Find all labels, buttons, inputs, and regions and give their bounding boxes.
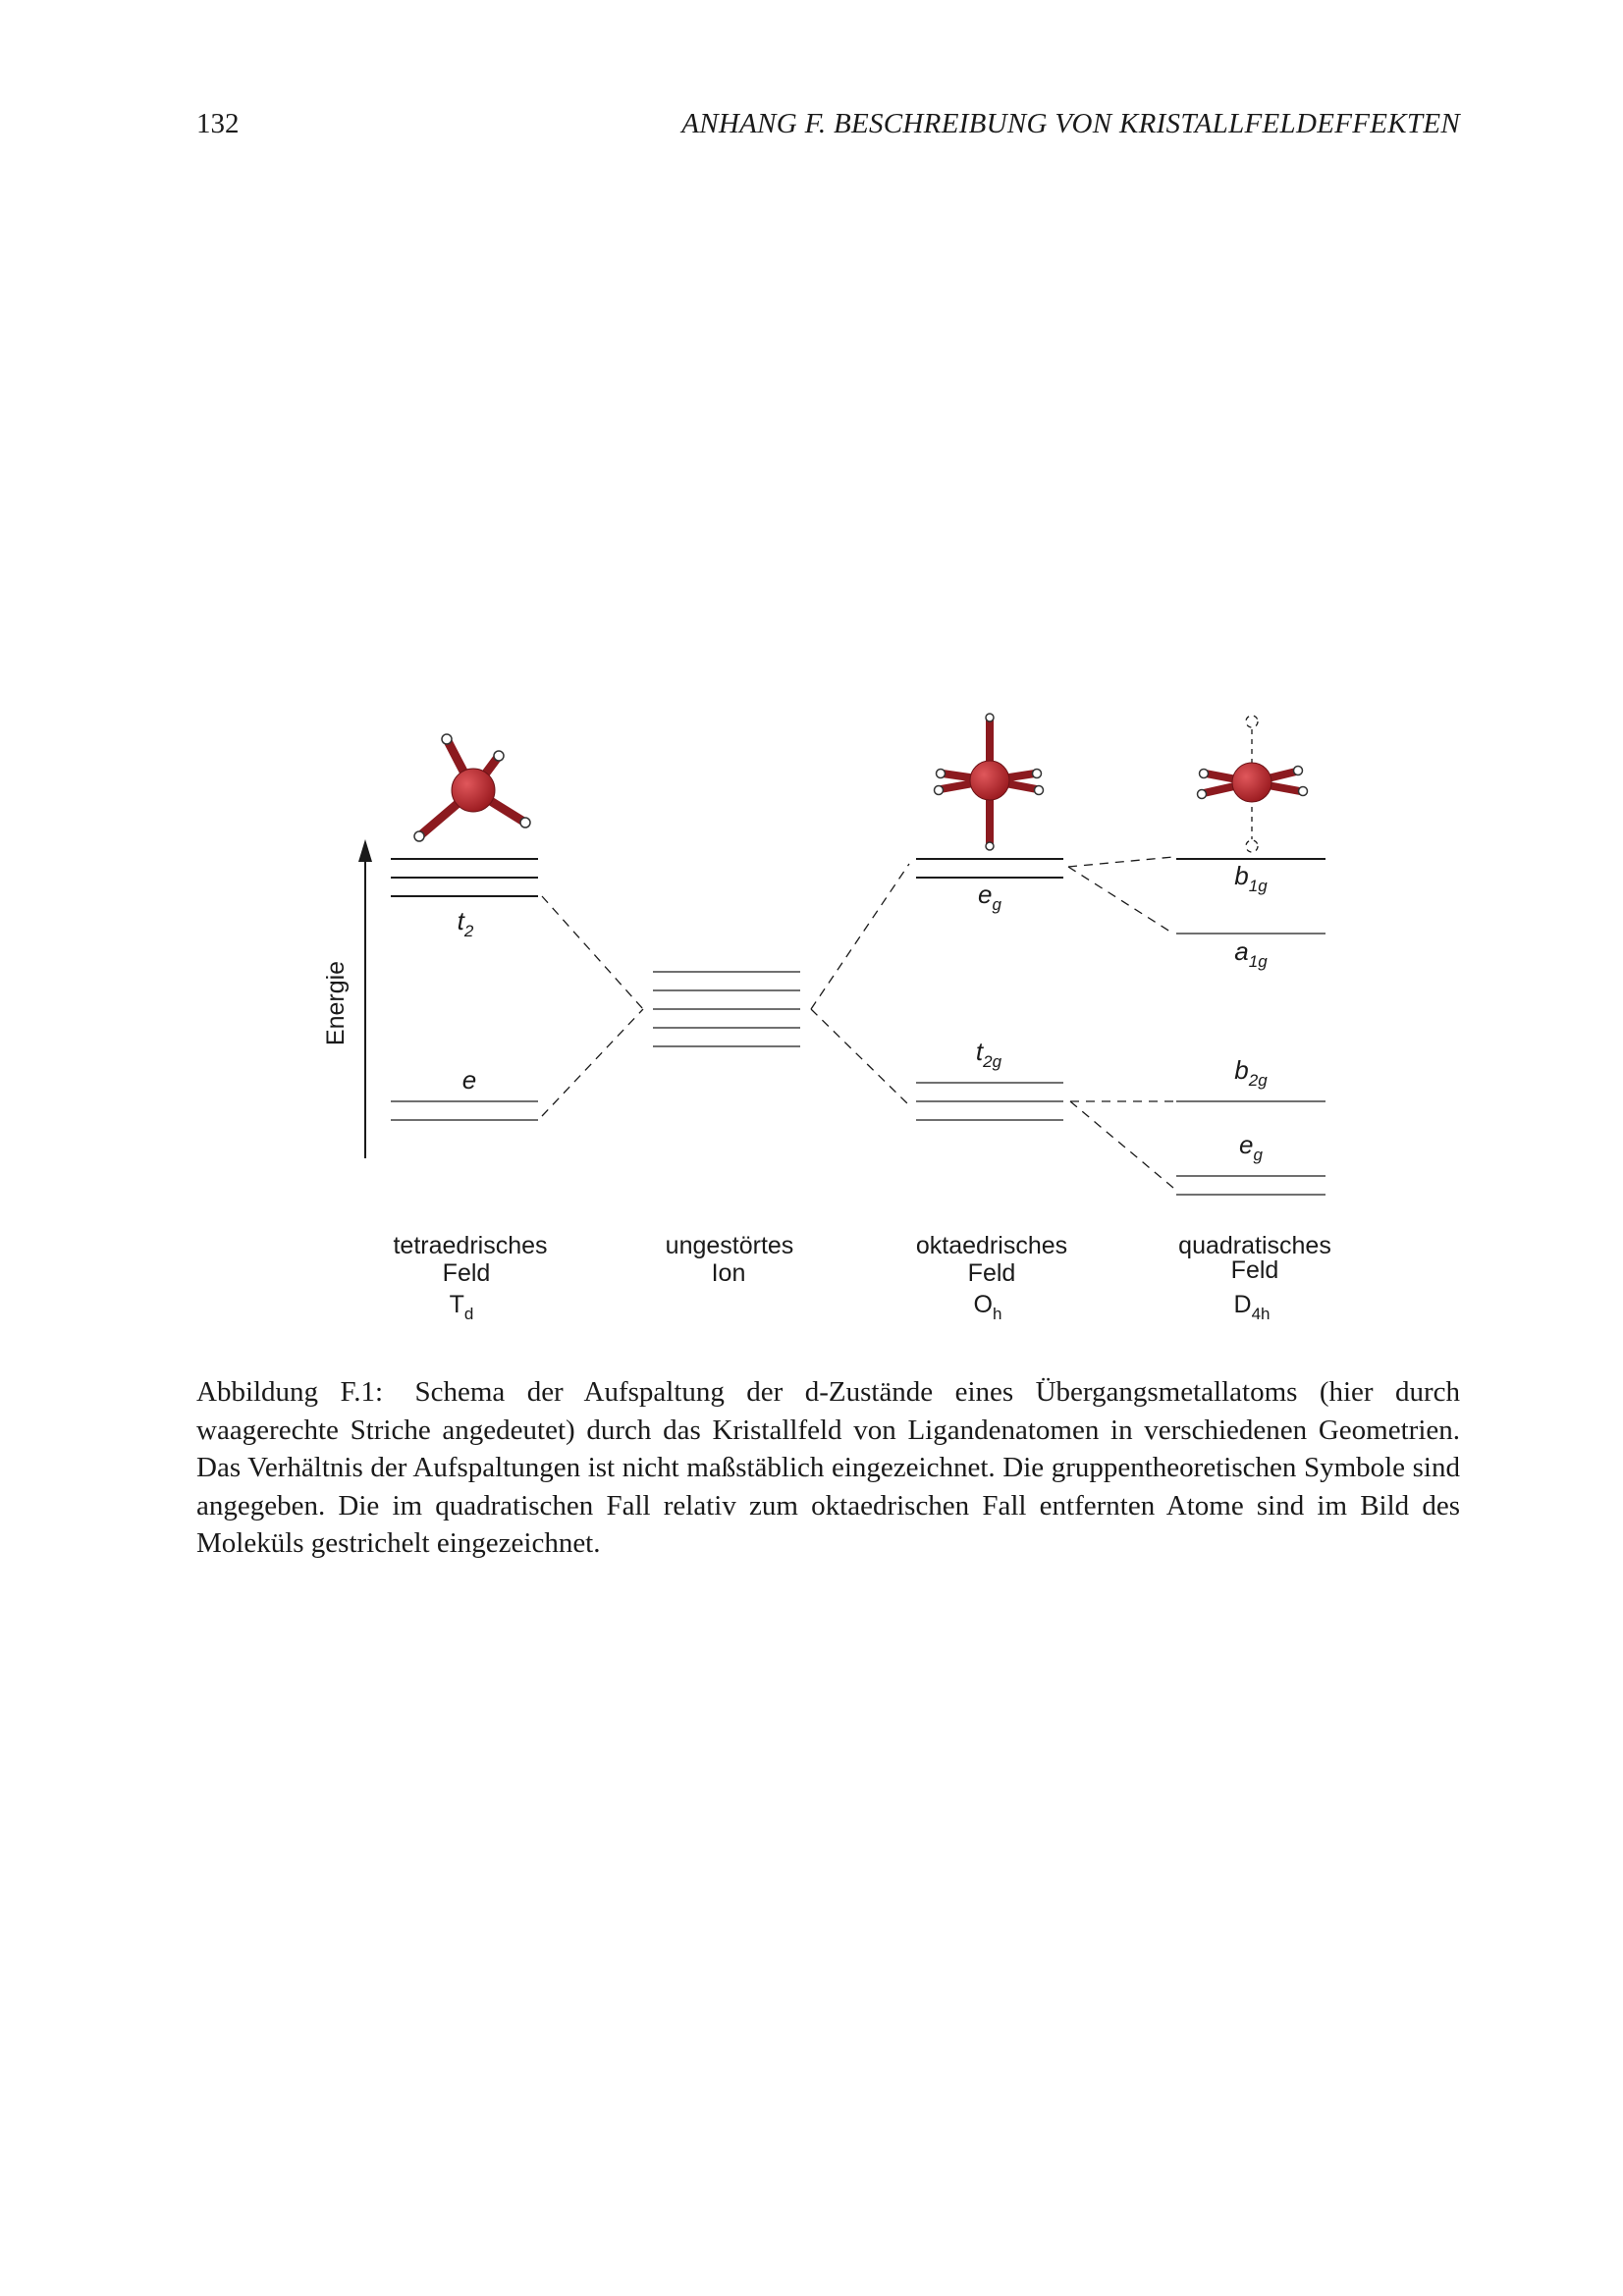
a1g-label: $a_{1g}$ <box>1234 936 1268 971</box>
connector <box>542 1009 643 1116</box>
oct-line1: oktaedrisches <box>915 1232 1068 1259</box>
tetra-line1: tetraedrisches <box>393 1232 548 1259</box>
level-labels <box>458 861 1269 1164</box>
oct-column-label <box>916 1232 1067 1323</box>
page-number: 132 <box>196 108 240 139</box>
b1g-label: $b_{1g}$ <box>1234 861 1268 895</box>
b2g-label: $b_{2g}$ <box>1234 1055 1268 1090</box>
tetra-symbol: $T_d$ <box>449 1291 474 1323</box>
t2g-label: $t_{2g}$ <box>975 1037 1002 1071</box>
free-line2: Ion <box>711 1259 746 1287</box>
square-symbol: $D_{4h}$ <box>1233 1291 1271 1323</box>
oct-symbol: $O_h$ <box>973 1291 1002 1323</box>
connector <box>1068 857 1173 867</box>
correlation-lines <box>542 857 1173 1188</box>
connector <box>811 1009 909 1105</box>
energy-axis-arrow <box>358 839 372 862</box>
caption-label: Abbildung F.1: <box>196 1376 384 1408</box>
tetra-line2: Feld <box>442 1259 491 1287</box>
connector <box>1068 867 1173 934</box>
figure-caption <box>196 1373 1460 1563</box>
connector <box>1070 1101 1173 1188</box>
energy-axis-label: Energie <box>322 960 350 1046</box>
free-line1: ungestörtes <box>665 1232 794 1259</box>
column-labels <box>393 1232 1330 1323</box>
connector <box>542 896 643 1009</box>
running-title: ANHANG F. BESCHREIBUNG VON KRISTALLFELDEFFEKTEN <box>681 108 1460 139</box>
caption-text: Schema der Aufspaltung der d-Zustände eines Übergangsmetallatoms (hier durch waagerechte Striche angedeutet) durch das Kristallfeld von Ligandenatomen in verschiedenen Geometrien. Das Verhältnis der Aufspaltungen ist nicht maßstäblich eingezeichnet. Die gruppentheoretischen Symbole sind angegeben. Die im quadratischen Fall relativ zum oktaedrischen Fall entfernten Atome sind im Bild des Moleküls gestrichelt eingezeichnet. <box>196 1376 1461 1559</box>
free-column-label <box>666 1232 794 1287</box>
e-label: e <box>461 1065 477 1095</box>
tetra-column-label <box>393 1232 547 1323</box>
eg-oct-label: $e_g$ <box>978 880 1001 914</box>
free-ion-levels <box>653 972 800 1046</box>
square-line2: Feld <box>1230 1256 1279 1284</box>
connector <box>811 864 909 1009</box>
eg-sq-label: $e_g$ <box>1239 1130 1263 1164</box>
square-line1: quadratisches <box>1178 1232 1331 1259</box>
tetrahedral-molecule <box>414 734 530 841</box>
square-column-label <box>1178 1232 1331 1323</box>
octahedral-molecule <box>935 714 1044 850</box>
t2-label: $t_2$ <box>457 906 474 940</box>
oct-line2: Feld <box>967 1259 1016 1287</box>
square-planar-molecule <box>1198 716 1308 852</box>
